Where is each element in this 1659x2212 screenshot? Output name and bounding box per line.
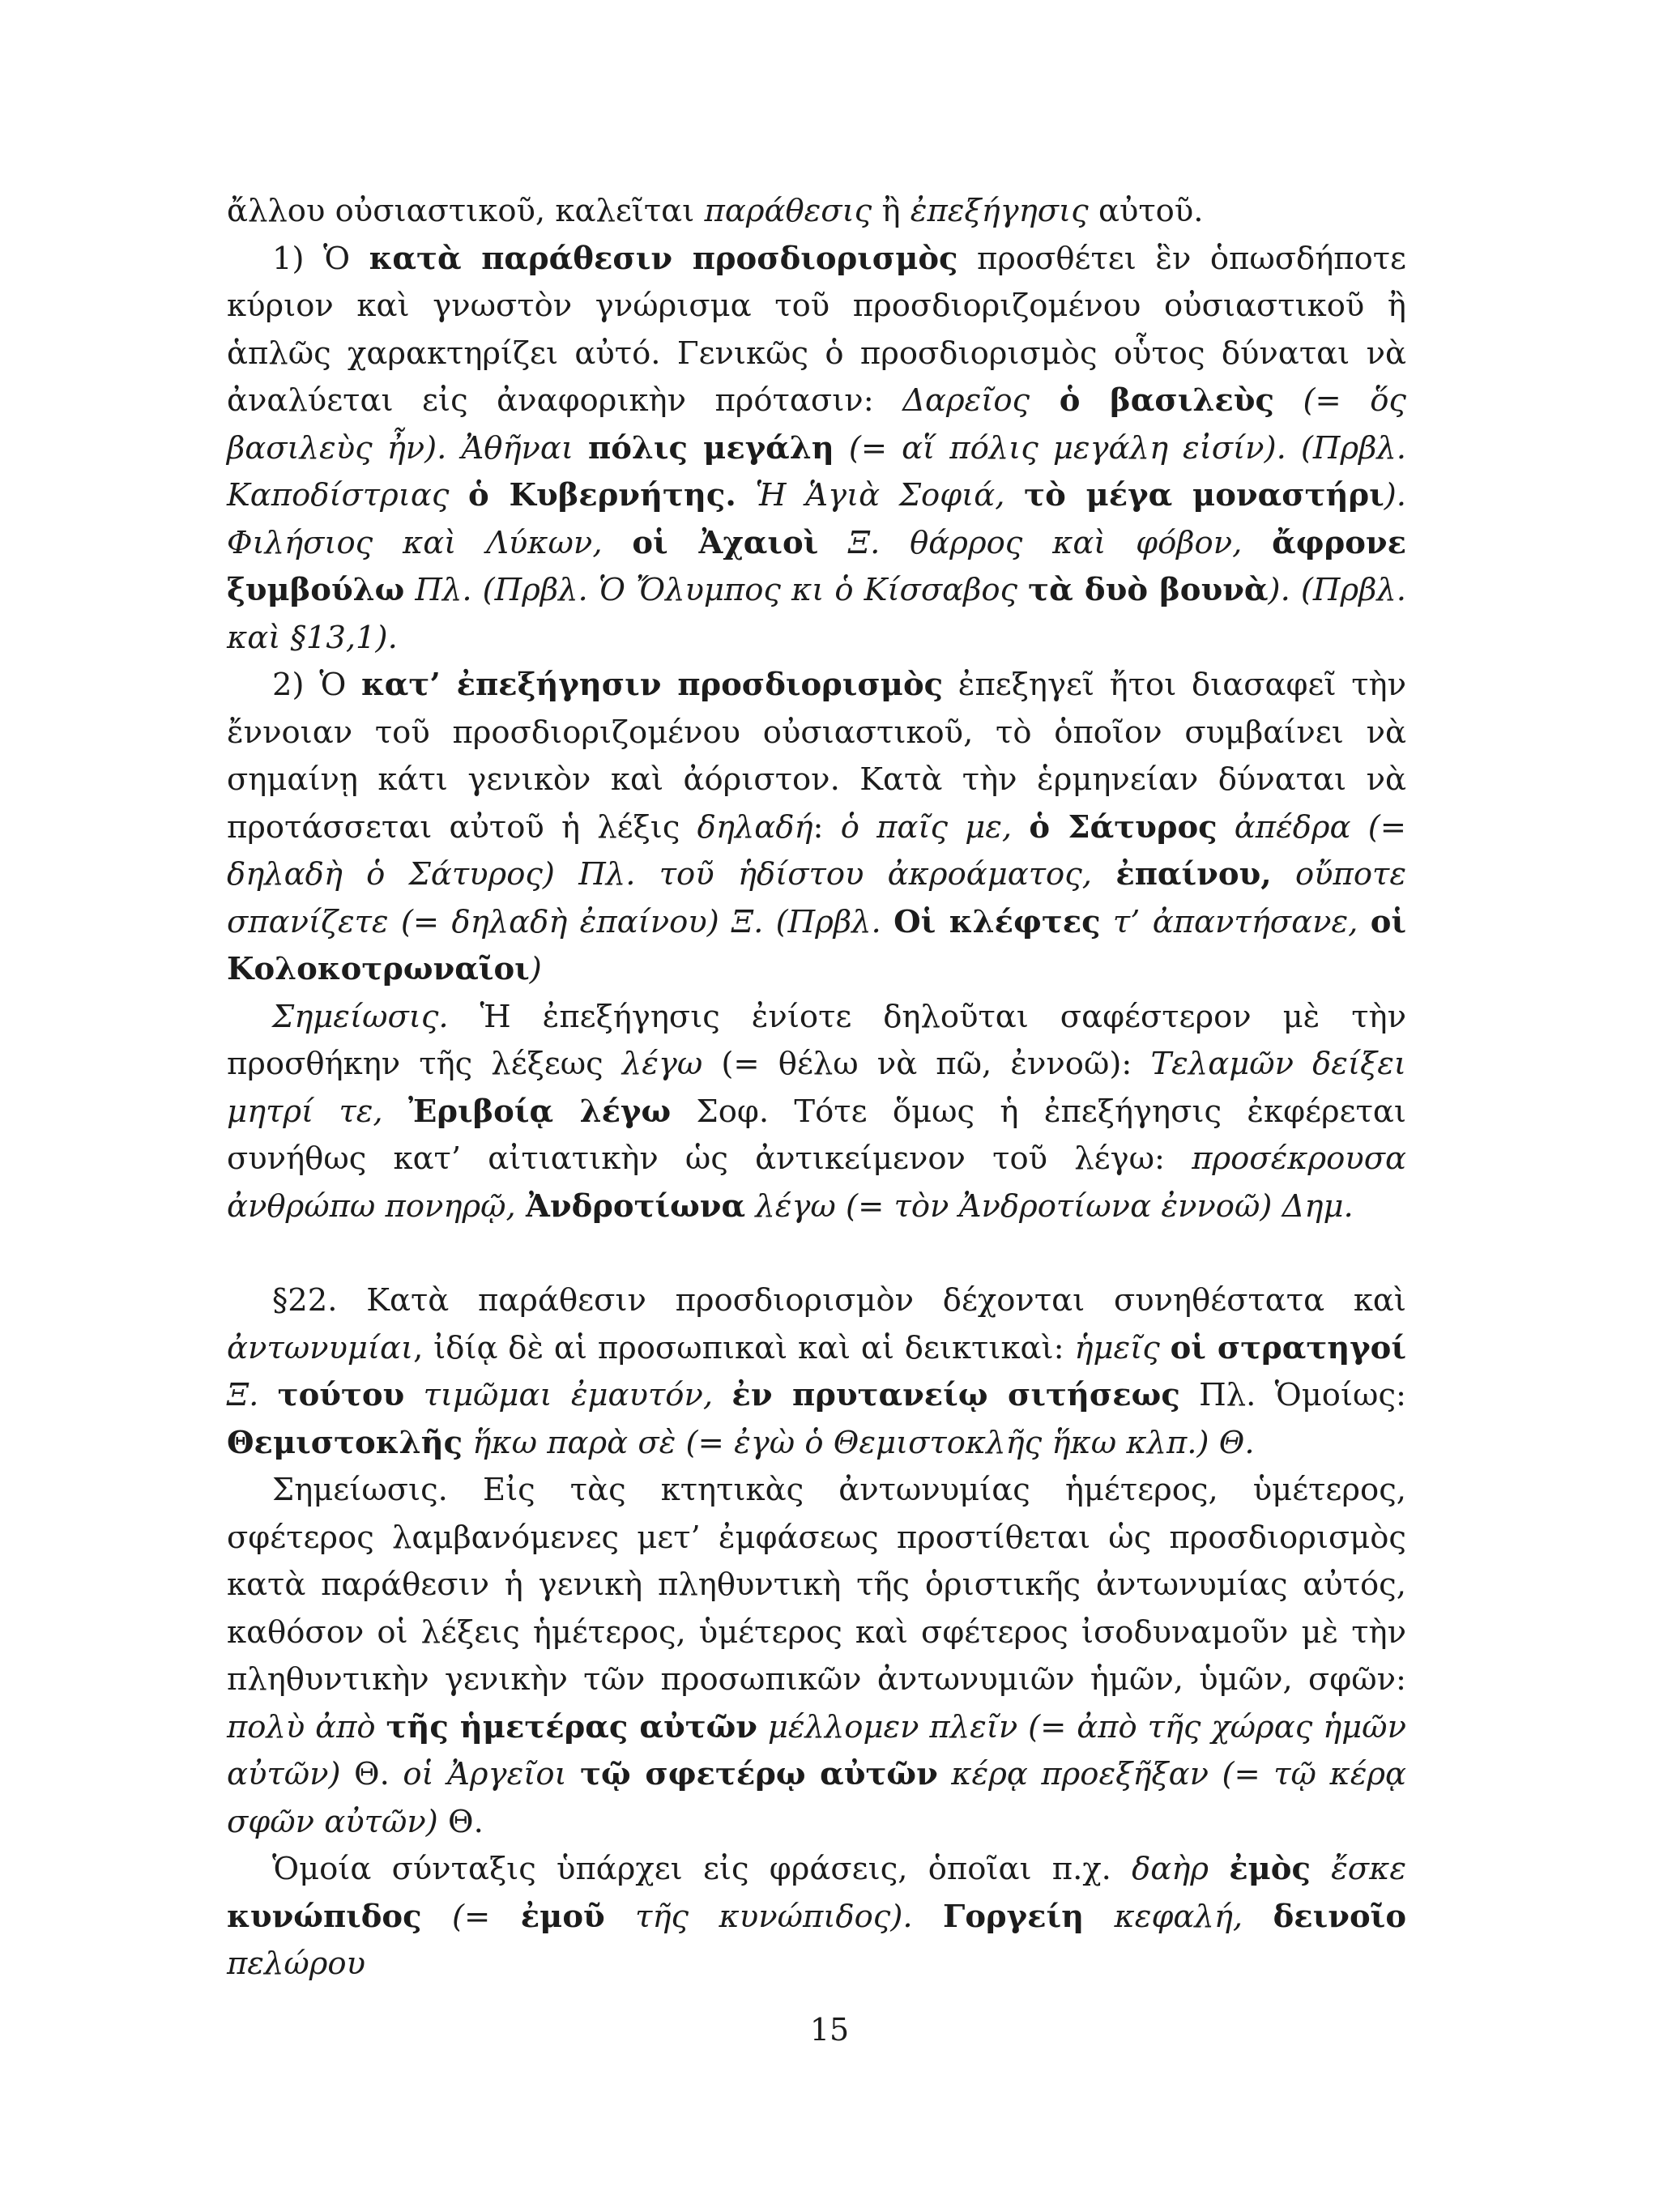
italic-example: Δαρεῖος <box>902 382 1030 419</box>
italic-example: (= ὅς βασιλεὺς ἦν). Ἀθῆναι <box>227 382 1406 467</box>
bold-term: κυνώπιδος <box>227 1898 422 1935</box>
bold-term: πόλις μεγάλη <box>588 429 834 467</box>
bold-term: ἐν πρυτανείῳ σιτήσεως <box>731 1377 1180 1413</box>
bold-term: οἱ Κολοκοτρωναῖοι <box>227 903 1406 987</box>
italic-example: τῆς κυνώπιδος). <box>604 1898 944 1935</box>
italic-example: οὔποτε σπανίζετε (= δηλαδὴ ἐπαίνου) Ξ. (Πρβλ. <box>227 856 1406 940</box>
italic-example: κέρᾳ προεξῆξαν (= τῷ κέρᾳ σφῶν αὐτῶν) <box>227 1756 1406 1840</box>
italic-example: ἐπεξήγησις <box>910 193 1089 229</box>
italic-example: προσέκρουσα ἀνθρώπω πονηρῷ, <box>227 1140 1406 1225</box>
text-run: §22. Κατὰ παράθεσιν προσδιορισμὸν δέχονται συνηθέστατα καὶ <box>272 1282 1406 1319</box>
italic-example: ). (Πρβλ. καὶ §13,1). <box>227 572 1406 656</box>
text-run: ἢ <box>872 193 911 229</box>
italic-example: πολὺ ἀπὸ <box>227 1708 386 1745</box>
italic-example: ἡμεῖς <box>1074 1329 1171 1366</box>
text-run: προσθέτει ἓν ὁπωσδήποτε κύριον καὶ γνωστὸν γνώρισμα τοῦ προσδιοριζομένου οὐσιαστικοῦ ἢ ἁπλῶς χαρακτηρίζει αὐτό. Γενικῶς ὁ προσδιορισμὸς οὗτος δύναται νὰ ἀναλύεται εἰς ἀναφορικὴν πρότασιν: <box>227 240 1406 419</box>
text-run: Σημείωσις. Εἰς τὰς κτητικὰς ἀντωνυμίας ἡμέτερος, ὑμέτερος, σφέτερος λαμβανόμενες μετ’ ἐμφάσεως προστίθεται ὡς προσδιορισμὸς κατὰ παράθεσιν ἡ γενικὴ πληθυντικὴ τῆς ὁριστικῆς ἀντωνυμίας αὐτός, καθόσον οἱ λέξεις ἡμέτερος, ὑμέτερος καὶ σφέτερος ἰσοδυναμοῦν μὲ τὴν πληθυντικὴν γενικὴν τῶν προσωπικῶν ἀντωνυμιῶν ἡμῶν, ὑμῶν, σφῶν: <box>227 1472 1406 1698</box>
italic-example: Ἡ Ἁγιὰ Σοφιά, <box>736 477 1025 514</box>
italic-example: Σημείωσις. <box>272 998 449 1035</box>
italic-example: ὁ παῖς με, <box>840 808 1030 846</box>
bold-term: ἐμὸς <box>1229 1851 1311 1887</box>
italic-example: δηλαδή <box>697 808 813 846</box>
text-run: Θ. <box>354 1756 403 1792</box>
paragraph <box>227 662 1406 994</box>
italic-example: (= αἵ πόλις μεγάλη εἰσίν). (Πρβλ. Καποδίστριας <box>227 429 1406 514</box>
bold-term: Ἐριβοίᾳ λέγω <box>408 1093 672 1130</box>
italic-example: (= <box>421 1898 521 1935</box>
paragraph <box>227 1277 1406 1467</box>
page-text <box>227 188 1406 1988</box>
bold-term: Οἱ κλέφτες <box>893 903 1101 940</box>
italic-example: παράθεσις <box>704 193 872 229</box>
italic-example: Ξ. <box>227 1377 278 1413</box>
bold-term: Γοργείη <box>943 1898 1085 1935</box>
italic-example: τιμῶμαι ἐμαυτόν, <box>404 1377 732 1413</box>
bold-term: κατὰ παράθεσιν προσδιορισμὸς <box>369 240 958 277</box>
italic-example: οἱ Ἀργεῖοι <box>403 1756 581 1792</box>
italic-example: μέλλομεν πλεῖν (= ἀπὸ τῆς χώρας ἡμῶν αὐτῶν) <box>227 1708 1406 1792</box>
text-run: ἄλλου οὐσιαστικοῦ, καλεῖται <box>227 193 705 229</box>
bold-term: ἐπαίνου, <box>1115 856 1272 893</box>
italic-example: ἀντωνυμίαι <box>227 1329 414 1366</box>
bold-term: ἄφρονε ξυμβούλω <box>227 524 1406 608</box>
text-run: Πλ. Ὁμοίως: <box>1179 1377 1406 1413</box>
text-run: ἐπεξηγεῖ ἤτοι διασαφεῖ τὴν ἔννοιαν τοῦ προσδιοριζομένου οὐσιαστικοῦ, τὸ ὁποῖον συμβαίνει νὰ σημαίνῃ κάτι γενικὸν καὶ ἀόριστον. Κατὰ τὴν ἑρμηνείαν δύναται νὰ προτάσσεται αὐτοῦ ἡ λέξις <box>227 667 1406 846</box>
italic-example: Τελαμῶν δείξει μητρί τε, <box>227 1046 1406 1130</box>
bold-term: τὸ μέγα μοναστήρι <box>1024 477 1384 514</box>
paragraph <box>227 188 1406 236</box>
italic-example: Ξ. θάρρος καὶ φόβον, <box>818 524 1273 561</box>
bold-term: τῷ σφετέρῳ αὐτῶν <box>580 1756 938 1792</box>
text-run: Σοφ. Τότε ὅμως ἡ ἐπεξήγησις ἐκφέρεται συνήθως κατ’ αἰτιατικὴν ὡς ἀντικείμενον τοῦ λέγω: <box>227 1093 1406 1177</box>
text-run: Θ. <box>448 1803 484 1840</box>
text-run: 1) Ὁ <box>272 240 369 277</box>
italic-example: ) <box>529 951 542 987</box>
italic-example: τ’ ἀπαντήσανε, <box>1100 903 1371 940</box>
italic-example: ἔσκε <box>1310 1851 1406 1887</box>
bold-term: τὰ δυὸ βουνὰ <box>1028 572 1269 608</box>
italic-example: λέγω (= τὸν Ἀνδροτίωνα ἐννοῶ) Δημ. <box>745 1187 1354 1225</box>
bold-term: τῆς ἡμετέρας αὐτῶν <box>386 1708 757 1745</box>
paragraph <box>227 994 1406 1231</box>
italic-example: κεφαλή, <box>1084 1898 1273 1935</box>
italic-example: ἥκω παρὰ σὲ (= ἐγὼ ὁ Θεμιστοκλῆς ἥκω κλπ.) Θ. <box>463 1424 1255 1461</box>
text-run: 2) Ὁ <box>272 667 361 703</box>
paragraph <box>227 236 1406 663</box>
text-run: Ἡ ἐπεξήγησις ἐνίοτε δηλοῦται σαφέστερον μὲ τὴν προσθήκην τῆς λέξεως <box>227 998 1406 1082</box>
bold-term: Θεμιστοκλῆς <box>227 1424 463 1461</box>
bold-term: ὁ Κυβερνήτης. <box>468 477 736 514</box>
page-number: 15 <box>809 2012 850 2048</box>
text-run: αὐτοῦ. <box>1088 193 1204 229</box>
bold-term: κατ’ ἐπεξήγησιν προσδιορισμὸς <box>360 667 944 703</box>
italic-example: ). Φιλήσιος καὶ Λύκων, <box>227 477 1407 561</box>
text-run: : <box>812 808 841 846</box>
bold-term: οἱ στρατηγοί <box>1170 1329 1406 1366</box>
bold-term: ὁ βασιλεὺς <box>1030 382 1274 419</box>
bold-term: δεινοῖο <box>1273 1898 1406 1935</box>
paragraph <box>227 1846 1406 1988</box>
italic-example: Πλ. (Πρβλ. Ὁ Ὄλυμπος κι ὁ Κίσσαβος <box>404 572 1029 608</box>
italic-example: λέγω <box>621 1046 703 1082</box>
bold-term: Ἀνδροτίωνα <box>526 1187 746 1225</box>
italic-example: δαὴρ <box>1132 1851 1230 1887</box>
italic-example: ἀπέδρα (= δηλαδὴ ὁ Σάτυρος) Πλ. τοῦ ἡδίστου ἀκροάματος, <box>227 808 1407 893</box>
italic-example: πελώρου <box>227 1946 365 1982</box>
text-run: Ὁμοία σύνταξις ὑπάρχει εἰς φράσεις, ὁποῖαι π.χ. <box>272 1851 1132 1887</box>
bold-term: τούτου <box>277 1377 405 1413</box>
text-run: (= θέλω νὰ πῶ, ἐννοῶ): <box>702 1046 1151 1082</box>
text-run: , ἰδίᾳ δὲ αἱ προσωπικαὶ καὶ αἱ δεικτικαὶ: <box>413 1329 1075 1366</box>
bold-term: ἐμοῦ <box>520 1898 605 1935</box>
paragraph <box>227 1467 1406 1846</box>
bold-term: ὁ Σάτυρος <box>1029 808 1218 846</box>
bold-term: οἱ Ἀχαιοὶ <box>632 524 819 561</box>
